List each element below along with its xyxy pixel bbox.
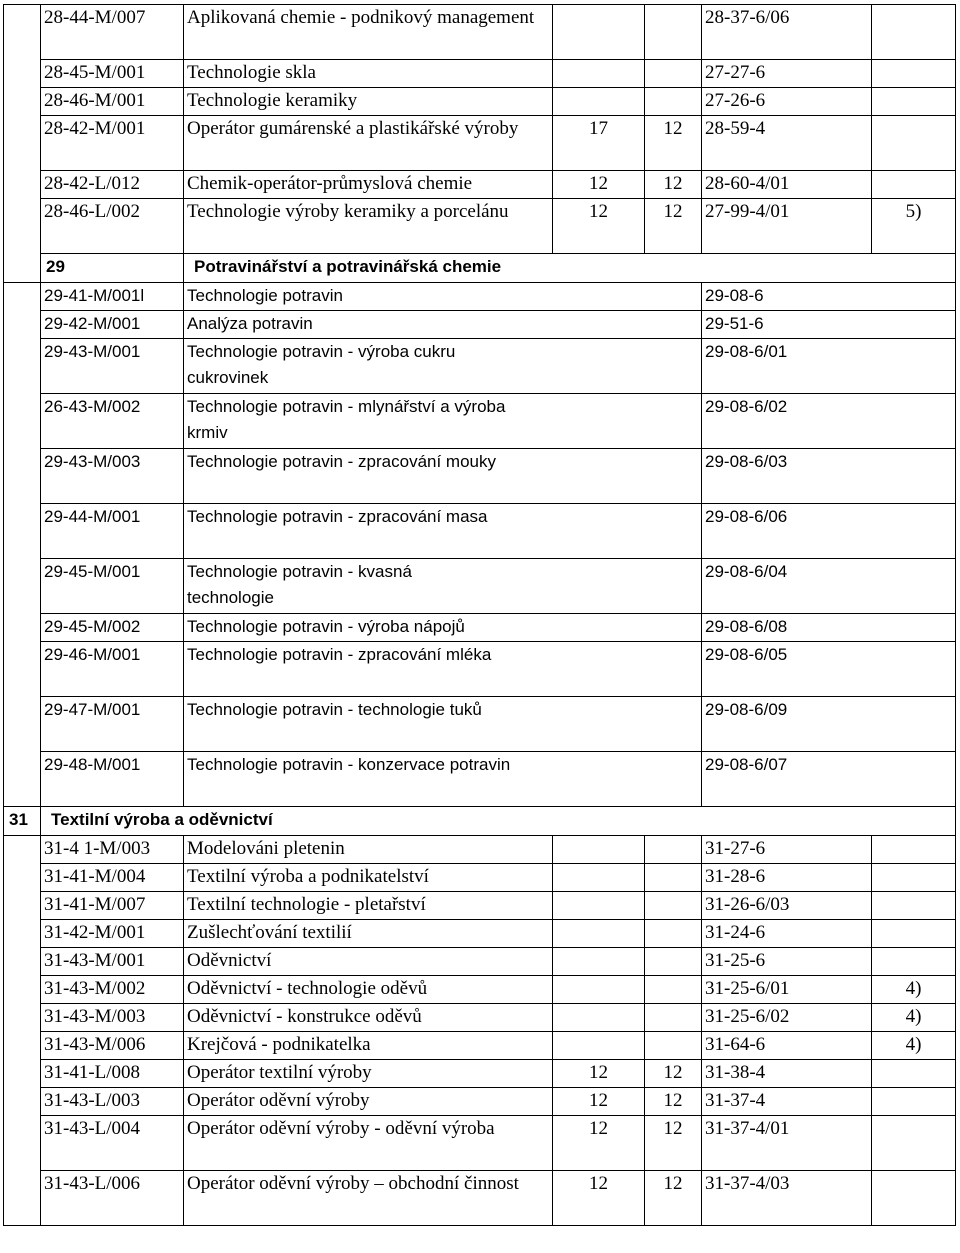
hours-cell: 12 — [553, 1088, 645, 1116]
table-row — [4, 1032, 956, 1060]
name-cell: Technologie skla — [184, 60, 553, 88]
table-row — [4, 60, 956, 88]
table-row — [4, 948, 956, 976]
code-cell: 26-43-M/002 — [41, 394, 184, 449]
fields-table — [3, 4, 956, 1226]
table-row — [4, 504, 956, 559]
code-cell: 31-43-M/003 — [41, 1004, 184, 1032]
table-row — [4, 116, 956, 171]
code-cell: 31-4 1-M/003 — [41, 836, 184, 864]
note-cell — [872, 920, 956, 948]
section-number: 31 — [4, 807, 41, 836]
hours-cell: 12 — [553, 1116, 645, 1171]
note-cell — [872, 1171, 956, 1226]
code-cell: 29-48-M/001 — [41, 752, 184, 807]
hours2-cell — [645, 864, 702, 892]
hours-cell — [553, 948, 645, 976]
note-cell — [872, 88, 956, 116]
code-cell: 31-43-L/004 — [41, 1116, 184, 1171]
name-cell: Technologie výroby keramiky a porcelánu — [184, 199, 553, 254]
hours2-cell: 12 — [645, 171, 702, 199]
name-cell: Modelováni pletenin — [184, 836, 553, 864]
hours2-cell — [645, 948, 702, 976]
ref-code-cell: 29-51-6 — [702, 311, 956, 339]
name-cell: Technologie potravin - výroba nápojů — [184, 614, 702, 642]
table-row — [4, 1171, 956, 1226]
code-cell: 31-42-M/001 — [41, 920, 184, 948]
ref-code-cell: 31-24-6 — [702, 920, 872, 948]
table-row — [4, 697, 956, 752]
ref-code-cell: 31-37-4 — [702, 1088, 872, 1116]
ref-code-cell: 27-27-6 — [702, 60, 872, 88]
table-row — [4, 5, 956, 60]
hours-cell — [553, 5, 645, 60]
table-row — [4, 864, 956, 892]
name-cell — [184, 1171, 553, 1226]
code-cell: 28-42-M/001 — [41, 116, 184, 171]
name-text: Technologie potravin - zpracování mléka — [187, 645, 492, 664]
note-cell — [872, 1060, 956, 1088]
name-text: Technologie potravin - konzervace potravin — [187, 755, 511, 774]
table-row — [4, 283, 956, 311]
code-cell: 31-41-L/008 — [41, 1060, 184, 1088]
hours2-cell: 12 — [645, 199, 702, 254]
name-cell — [184, 339, 702, 394]
name-cell: Textilní výroba a podnikatelství — [184, 864, 553, 892]
name-cell — [184, 697, 702, 752]
hours-cell — [553, 892, 645, 920]
note-cell: 5) — [872, 199, 956, 254]
code-cell: 31-41-M/007 — [41, 892, 184, 920]
hours2-cell: 12 — [645, 1171, 702, 1226]
name-text: Operátor oděvní výroby - oděvní výroba — [187, 1118, 495, 1139]
code-cell: 31-43-M/002 — [41, 976, 184, 1004]
name-cell: Chemik-operátor-průmyslová chemie — [184, 171, 553, 199]
ref-code-cell: 27-99-4/01 — [702, 199, 872, 254]
name-text: Technologie potravin - mlynářství a výroba krmiv — [187, 397, 506, 442]
table-row — [4, 199, 956, 254]
hours2-cell: 12 — [645, 1116, 702, 1171]
section-number-cell — [4, 836, 41, 1226]
table-row — [4, 642, 956, 697]
table-row — [4, 976, 956, 1004]
code-cell: 29-45-M/001 — [41, 559, 184, 614]
code-cell: 29-45-M/002 — [41, 614, 184, 642]
table-row — [4, 339, 956, 394]
ref-code-cell: 31-25-6/02 — [702, 1004, 872, 1032]
table-row — [4, 394, 956, 449]
name-cell: Technologie keramiky — [184, 88, 553, 116]
code-cell: 31-43-M/001 — [41, 948, 184, 976]
hours-cell — [553, 836, 645, 864]
section-number: 29 — [41, 254, 184, 283]
table-row — [4, 171, 956, 199]
ref-code-cell: 29-08-6/07 — [702, 752, 956, 807]
note-cell — [872, 1116, 956, 1171]
note-cell — [872, 864, 956, 892]
hours-cell — [553, 1032, 645, 1060]
name-text: Technologie potravin - výroba cukru cukrovinek — [187, 342, 456, 387]
note-cell: 4) — [872, 976, 956, 1004]
code-cell: 29-41-M/001l — [41, 283, 184, 311]
hours2-cell — [645, 1032, 702, 1060]
note-cell — [872, 5, 956, 60]
code-cell: 28-44-M/007 — [41, 5, 184, 60]
ref-code-cell: 31-27-6 — [702, 836, 872, 864]
hours-cell: 12 — [553, 171, 645, 199]
note-cell — [872, 60, 956, 88]
table-row — [4, 920, 956, 948]
ref-code-cell: 29-08-6/09 — [702, 697, 956, 752]
ref-code-cell: 31-28-6 — [702, 864, 872, 892]
hours-cell — [553, 864, 645, 892]
name-cell — [184, 559, 702, 614]
note-cell: 4) — [872, 1032, 956, 1060]
name-text: Operátor oděvní výroby – obchodní činnost — [187, 1173, 519, 1194]
name-cell: Operátor gumárenské a plastikářské výroby — [184, 116, 553, 171]
hours-cell — [553, 920, 645, 948]
code-cell: 29-44-M/001 — [41, 504, 184, 559]
name-cell: Zušlechťování textilií — [184, 920, 553, 948]
code-cell: 31-43-L/006 — [41, 1171, 184, 1226]
section-title: Textilní výroba a oděvnictví — [41, 807, 956, 836]
table-row — [4, 892, 956, 920]
hours-cell — [553, 976, 645, 1004]
table-row — [4, 1088, 956, 1116]
ref-code-cell: 29-08-6/05 — [702, 642, 956, 697]
ref-code-cell: 29-08-6/04 — [702, 559, 956, 614]
note-cell — [872, 948, 956, 976]
code-cell: 31-41-M/004 — [41, 864, 184, 892]
ref-code-cell: 31-26-6/03 — [702, 892, 872, 920]
hours-cell — [553, 60, 645, 88]
name-cell: Technologie potravin — [184, 283, 702, 311]
hours2-cell — [645, 920, 702, 948]
ref-code-cell: 31-37-4/01 — [702, 1116, 872, 1171]
hours-cell — [553, 1004, 645, 1032]
hours-cell: 12 — [553, 1171, 645, 1226]
note-cell — [872, 171, 956, 199]
table-row — [4, 88, 956, 116]
hours2-cell — [645, 976, 702, 1004]
name-cell: Textilní technologie - pletařství — [184, 892, 553, 920]
name-cell — [184, 449, 702, 504]
code-cell: 29-43-M/003 — [41, 449, 184, 504]
name-cell: Oděvnictví — [184, 948, 553, 976]
code-cell: 28-46-L/002 — [41, 199, 184, 254]
hours-cell — [553, 88, 645, 116]
ref-code-cell: 29-08-6/01 — [702, 339, 956, 394]
code-cell: 28-46-M/001 — [41, 88, 184, 116]
section-header-31 — [4, 807, 956, 836]
code-cell: 28-45-M/001 — [41, 60, 184, 88]
name-text: Technologie potravin - zpracování mouky — [187, 452, 496, 471]
table-row — [4, 559, 956, 614]
table-row — [4, 752, 956, 807]
section-title: Potravinářství a potravinářská chemie — [184, 254, 956, 283]
table-row — [4, 836, 956, 864]
hours2-cell: 12 — [645, 1060, 702, 1088]
ref-code-cell: 28-37-6/06 — [702, 5, 872, 60]
name-cell — [184, 752, 702, 807]
hours2-cell — [645, 892, 702, 920]
name-cell: Aplikovaná chemie - podnikový management — [184, 5, 553, 60]
code-cell: 31-43-L/003 — [41, 1088, 184, 1116]
ref-code-cell: 31-64-6 — [702, 1032, 872, 1060]
ref-code-cell: 27-26-6 — [702, 88, 872, 116]
name-cell — [184, 504, 702, 559]
ref-code-cell: 28-59-4 — [702, 116, 872, 171]
table-row — [4, 449, 956, 504]
ref-code-cell: 29-08-6/06 — [702, 504, 956, 559]
code-cell: 29-43-M/001 — [41, 339, 184, 394]
ref-code-cell: 29-08-6/02 — [702, 394, 956, 449]
ref-code-cell: 29-08-6 — [702, 283, 956, 311]
table-row — [4, 614, 956, 642]
table-row — [4, 311, 956, 339]
note-cell — [872, 836, 956, 864]
ref-code-cell: 29-08-6/03 — [702, 449, 956, 504]
name-cell: Oděvnictví - konstrukce oděvů — [184, 1004, 553, 1032]
hours2-cell: 12 — [645, 1088, 702, 1116]
hours2-cell — [645, 88, 702, 116]
table-row — [4, 1060, 956, 1088]
code-cell: 29-47-M/001 — [41, 697, 184, 752]
ref-code-cell: 31-25-6 — [702, 948, 872, 976]
name-text: Technologie potravin - technologie tuků — [187, 700, 482, 719]
ref-code-cell: 31-37-4/03 — [702, 1171, 872, 1226]
ref-code-cell: 31-25-6/01 — [702, 976, 872, 1004]
code-cell: 28-42-L/012 — [41, 171, 184, 199]
hours2-cell: 12 — [645, 116, 702, 171]
name-cell: Analýza potravin — [184, 311, 702, 339]
ref-code-cell: 28-60-4/01 — [702, 171, 872, 199]
section-number-cell — [4, 283, 41, 807]
table-row — [4, 1116, 956, 1171]
name-cell — [184, 394, 702, 449]
note-cell: 4) — [872, 1004, 956, 1032]
code-cell: 29-42-M/001 — [41, 311, 184, 339]
hours2-cell — [645, 5, 702, 60]
note-cell — [872, 1088, 956, 1116]
hours-cell: 12 — [553, 1060, 645, 1088]
hours2-cell — [645, 1004, 702, 1032]
code-cell: 29-46-M/001 — [41, 642, 184, 697]
code-cell: 31-43-M/006 — [41, 1032, 184, 1060]
hours2-cell — [645, 836, 702, 864]
note-cell — [872, 116, 956, 171]
note-cell — [872, 892, 956, 920]
name-cell: Oděvnictví - technologie oděvů — [184, 976, 553, 1004]
table-row — [4, 1004, 956, 1032]
name-cell — [184, 1116, 553, 1171]
name-cell: Operátor textilní výroby — [184, 1060, 553, 1088]
name-cell: Krejčová - podnikatelka — [184, 1032, 553, 1060]
hours-cell: 17 — [553, 116, 645, 171]
name-text: Technologie potravin - zpracování masa — [187, 507, 488, 526]
ref-code-cell: 31-38-4 — [702, 1060, 872, 1088]
name-cell: Operátor oděvní výroby — [184, 1088, 553, 1116]
hours2-cell — [645, 60, 702, 88]
name-text: Technologie potravin - kvasná technologie — [187, 562, 412, 607]
hours-cell: 12 — [553, 199, 645, 254]
section-number-cell — [4, 5, 41, 283]
ref-code-cell: 29-08-6/08 — [702, 614, 956, 642]
name-cell — [184, 642, 702, 697]
section-header-29 — [4, 254, 956, 283]
